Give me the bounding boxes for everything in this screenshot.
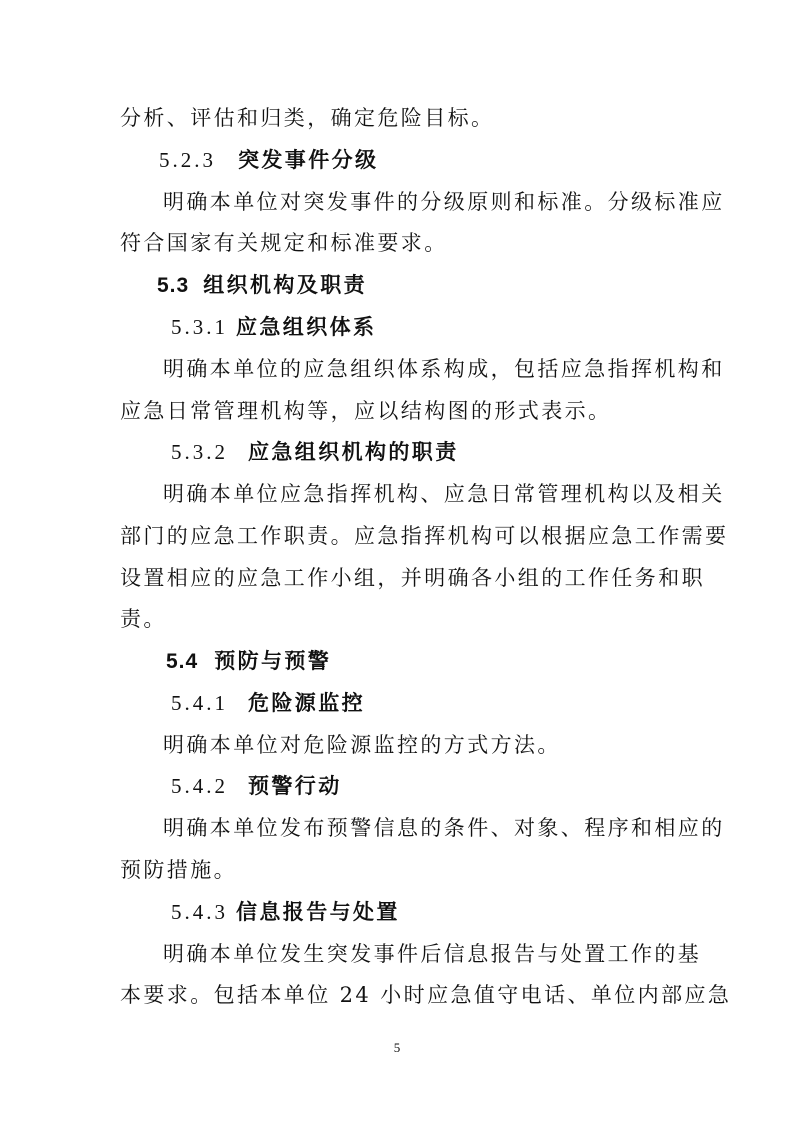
- heading-title: 信息报告与处置: [236, 899, 400, 924]
- heading-title: 预警行动: [248, 773, 342, 798]
- paragraph-line: 分析、评估和归类，确定危险目标。: [120, 106, 495, 130]
- heading-5-4-1: [171, 689, 365, 717]
- heading-5-3-1: [171, 313, 376, 341]
- heading-5-4-3: [171, 898, 400, 926]
- paragraph-line: 明确本单位应急指挥机构、应急日常管理机构以及相关: [163, 482, 725, 506]
- heading-number: 5.4.2: [171, 774, 228, 798]
- heading-number: 5.4.3: [171, 900, 228, 924]
- heading-title: 应急组织体系: [236, 314, 377, 339]
- paragraph-line: 设置相应的应急工作小组，并明确各小组的工作任务和职: [120, 566, 705, 590]
- heading-title: 应急组织机构的职责: [248, 439, 459, 464]
- heading-title: 预防与预警: [214, 648, 332, 673]
- paragraph-line: 部门的应急工作职责。应急指挥机构可以根据应急工作需要: [120, 524, 729, 548]
- heading-5-3: [157, 271, 367, 300]
- heading-5-4: [166, 647, 331, 676]
- page-number: 5: [393, 1040, 401, 1055]
- heading-number: 5.3.2: [171, 440, 228, 464]
- paragraph-line: 应急日常管理机构等，应以结构图的形式表示。: [120, 399, 612, 423]
- paragraph-line: 明确本单位发生突发事件后信息报告与处置工作的基: [163, 942, 702, 966]
- paragraph-line: 明确本单位对突发事件的分级原则和标准。分级标准应: [163, 190, 725, 214]
- heading-5-2-3: [159, 146, 378, 174]
- paragraph-line: 明确本单位的应急组织体系构成，包括应急指挥机构和: [163, 357, 725, 381]
- heading-5-4-2: [171, 772, 342, 800]
- paragraph-line: 明确本单位对危险源监控的方式方法。: [163, 733, 561, 757]
- heading-number: 5.3: [157, 274, 190, 297]
- heading-5-3-2: [171, 438, 459, 466]
- heading-number: 5.2.3: [159, 148, 216, 172]
- heading-title: 危险源监控: [248, 690, 365, 715]
- paragraph-line: 符合国家有关规定和标准要求。: [120, 231, 448, 255]
- heading-number: 5.3.1: [171, 315, 228, 339]
- heading-title: 组织机构及职责: [203, 272, 368, 297]
- paragraph-line: 责。: [120, 607, 167, 631]
- paragraph-line: 本要求。包括本单位 24 小时应急值守电话、单位内部应急: [120, 983, 732, 1007]
- heading-title: 突发事件分级: [238, 147, 379, 172]
- heading-number: 5.4.1: [171, 691, 228, 715]
- paragraph-line: 预防措施。: [120, 858, 237, 882]
- paragraph-line: 明确本单位发布预警信息的条件、对象、程序和相应的: [163, 816, 725, 840]
- heading-number: 5.4: [166, 650, 199, 673]
